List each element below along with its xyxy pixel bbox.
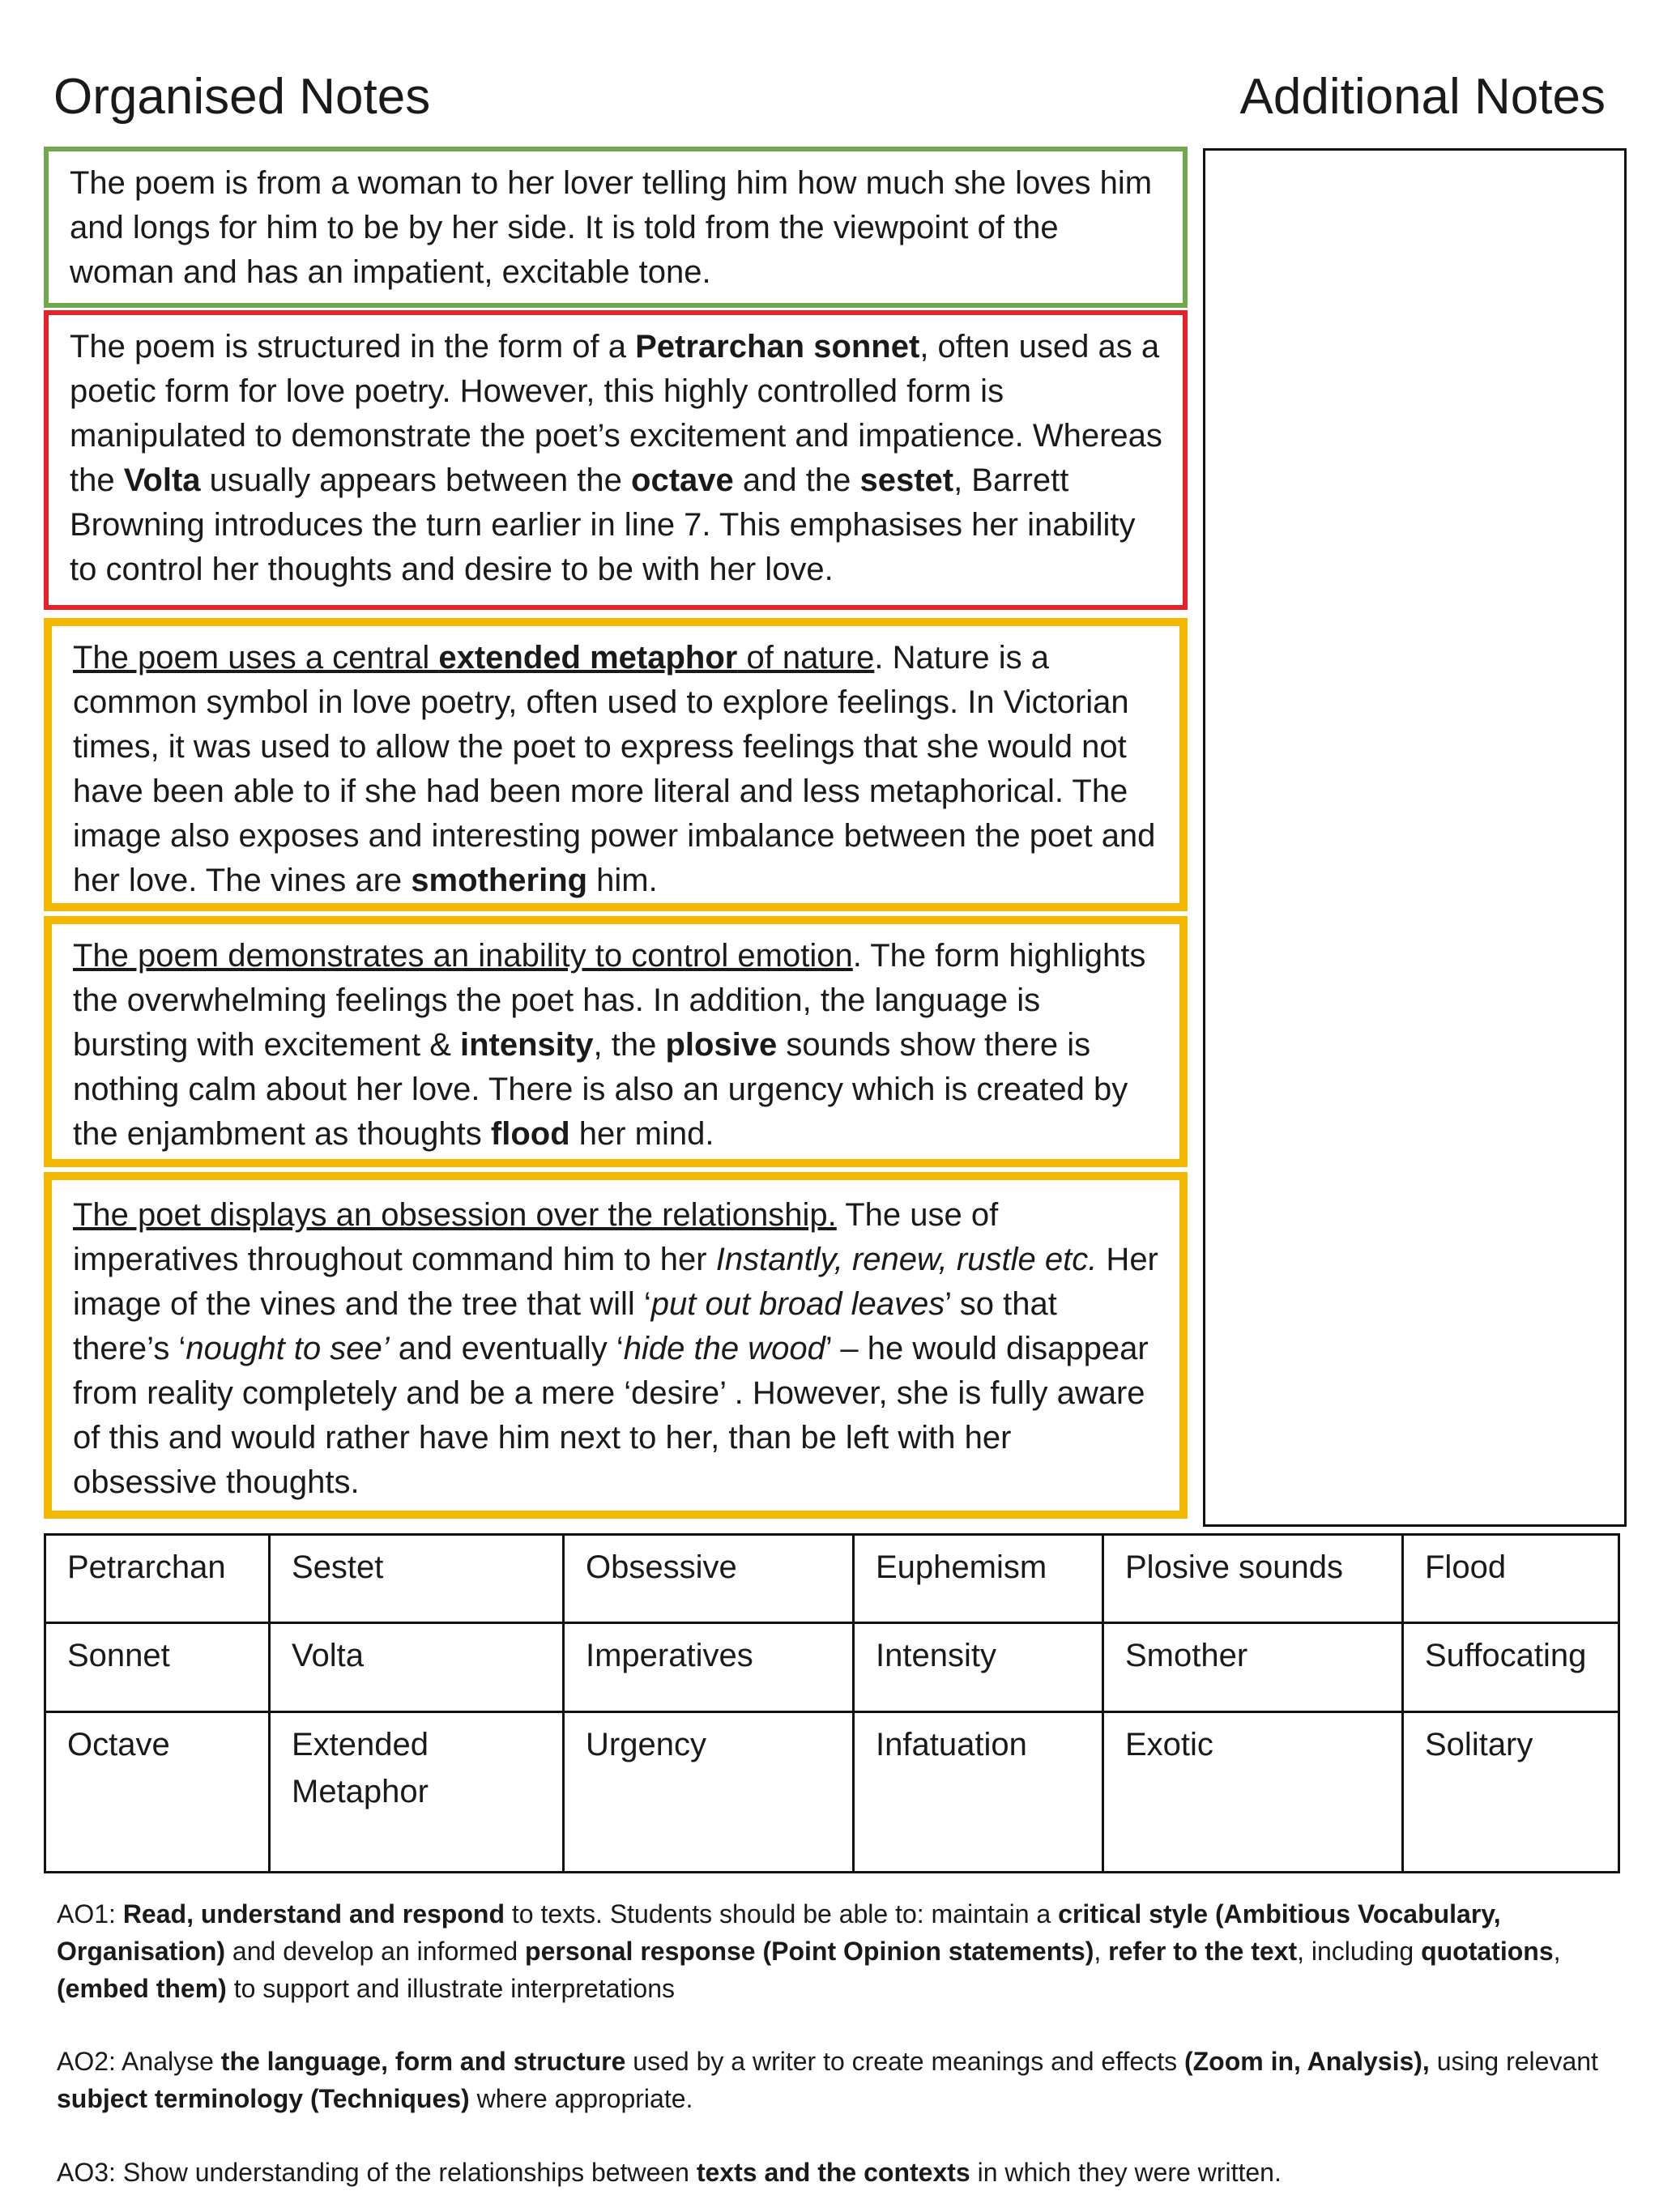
keyword-cell: Infatuation xyxy=(854,1711,1103,1873)
keyword-cell: Obsessive xyxy=(564,1535,854,1623)
table-row xyxy=(45,1623,1619,1711)
structure-note xyxy=(44,310,1188,610)
additional-notes-box[interactable] xyxy=(1203,148,1627,1527)
keyword-cell: Exotic xyxy=(1103,1711,1403,1873)
keyword-cell: Extended Metaphor xyxy=(270,1711,564,1873)
emotion-text: The poem demonstrates an inability to control emotion. The form highlights the overwhelming feelings the poet has. In addition, the language is bursting with excitement & intensity, the plosive sounds show there is nothing calm about her love. There is also an urgency which is created by the enjambment as thoughts flood her mind. xyxy=(73,938,1146,1152)
keyword-table xyxy=(44,1533,1620,1873)
keyword-cell: Urgency xyxy=(564,1711,854,1873)
keyword-cell: Sonnet xyxy=(45,1623,270,1711)
keyword-cell: Euphemism xyxy=(854,1535,1103,1623)
extended-metaphor-note xyxy=(44,618,1188,911)
keyword-cell: Octave xyxy=(45,1711,270,1873)
obsession-text: The poet displays an obsession over the relationship. The use of imperatives throughout command him to her Instantly, renew, rustle etc. Her image of the vines and the tree that will ‘put out broad leaves’ so that there’s ‘nought to see’ and eventually ‘hide the wood’ – he would disappear from reality completely and be a mere ‘desire’ . However, she is fully aware of this and would rather have him next to her, than be left with her obsessive thoughts. xyxy=(73,1197,1158,1500)
table-row xyxy=(45,1535,1619,1623)
table-row xyxy=(45,1711,1619,1873)
ao2-description: AO2: Analyse the language, form and structure used by a writer to create meanings and effects (Zoom in, Analysis), using relevant subject terminology (Techniques) where appropriate. xyxy=(57,2047,1598,2113)
keyword-cell: Imperatives xyxy=(564,1623,854,1711)
keyword-cell: Sestet xyxy=(270,1535,564,1623)
keyword-cell: Flood xyxy=(1403,1535,1619,1623)
organised-notes-title: Organised Notes xyxy=(53,69,431,125)
keyword-cell: Suffocating xyxy=(1403,1623,1619,1711)
ao1-description: AO1: Read, understand and respond to texts. Students should be able to: maintain a critical style (Ambitious Vocabulary, Organisation) and develop an informed personal response (Point Opinion statements), refer to the text, including quotations, (embed them) to support and illustrate interpretations xyxy=(57,1899,1561,2003)
metaphor-text: The poem uses a central extended metaphor of nature. Nature is a common symbol in love poetry, often used to explore feelings. In Victorian times, it was used to allow the poet to express feelings that she would not have been able to if she had been more literal and less metaphorical. The image also exposes and interesting power imbalance between the poet and her love. The vines are smothering him. xyxy=(73,640,1156,898)
keyword-cell: Petrarchan xyxy=(45,1535,270,1623)
keyword-cell: Plosive sounds xyxy=(1103,1535,1403,1623)
obsession-note xyxy=(44,1172,1188,1519)
additional-notes-title: Additional Notes xyxy=(1239,69,1606,125)
keyword-cell: Intensity xyxy=(854,1623,1103,1711)
ao3-description: AO3: Show understanding of the relationships between texts and the contexts in which they were written. xyxy=(57,2158,1282,2187)
keyword-cell: Volta xyxy=(270,1623,564,1711)
keyword-cell: Smother xyxy=(1103,1623,1403,1711)
structure-text: The poem is structured in the form of a Petrarchan sonnet, often used as a poetic form for love poetry. However, this highly controlled form is manipulated to demonstrate the poet’s excitement and impatience. Whereas the Volta usually appears between the octave and the sestet, Barrett Browning introduces the turn earlier in line 7. This emphasises her inability to control her thoughts and desire to be with her love. xyxy=(70,329,1162,587)
viewpoint-note xyxy=(44,147,1188,308)
keyword-cell: Solitary xyxy=(1403,1711,1619,1873)
emotion-note xyxy=(44,916,1188,1167)
viewpoint-text: The poem is from a woman to her lover telling him how much she loves him and longs for him to be by her side. It is told from the viewpoint of the woman and has an impatient, excitable tone. xyxy=(70,165,1153,290)
